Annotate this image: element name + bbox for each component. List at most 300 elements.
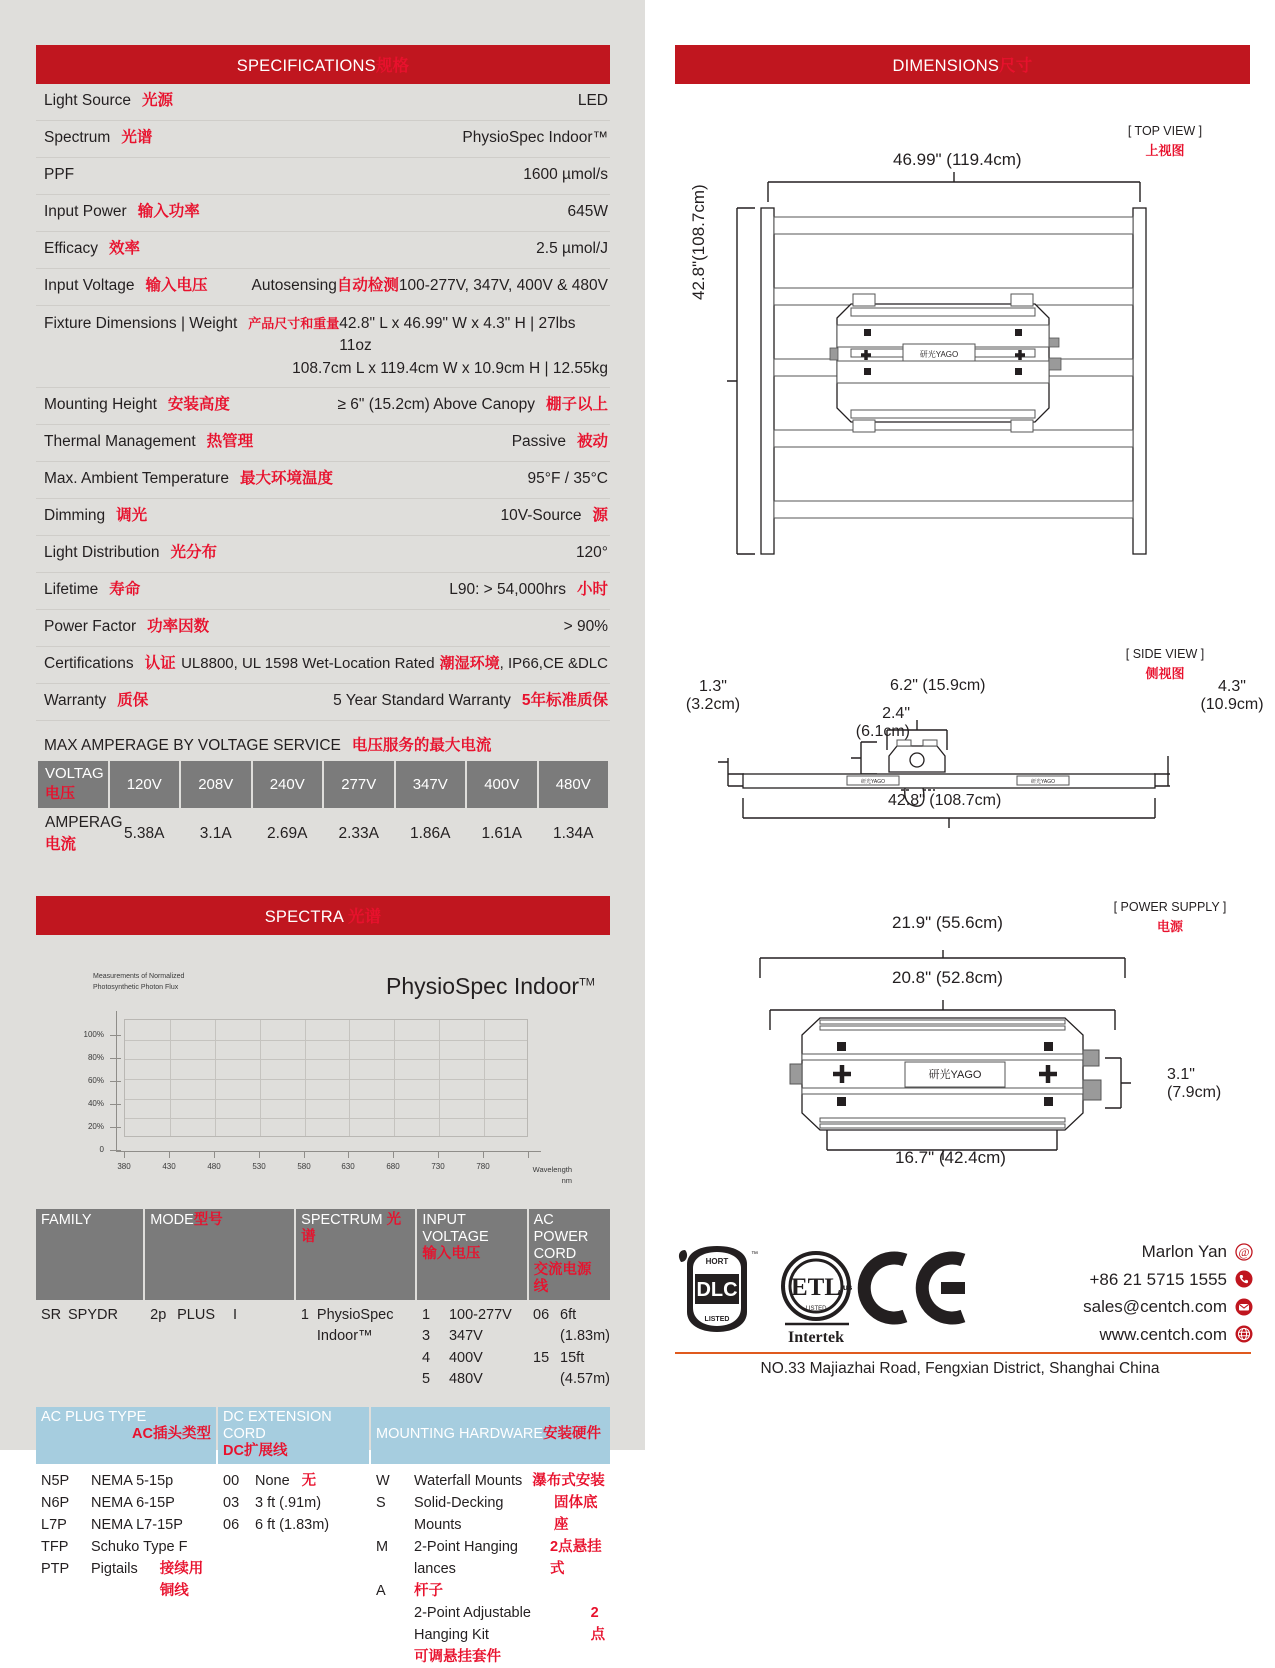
spectra-header-en: SPECTRA: [264, 908, 348, 927]
spec-value: LED: [577, 92, 608, 109]
spec-value-cn: 5年标准质保: [521, 692, 608, 710]
ordering-col-family: [36, 1305, 143, 1391]
amperage-cell: 1.34A: [552, 825, 594, 843]
label-cn: 瀑布式安装: [532, 1472, 605, 1489]
spec-label: Lifetime: [44, 581, 99, 599]
power-supply-drawing: [665, 950, 1225, 1170]
ordering-item: [223, 1514, 369, 1536]
side-view-right-label: [1190, 678, 1274, 714]
spec-row-dimensions: [36, 306, 610, 388]
contact-email-line[interactable]: [1083, 1293, 1253, 1321]
voltage-cell: 400V: [467, 761, 537, 808]
label: 400V: [448, 1349, 483, 1366]
label: NEMA 5-15p: [91, 1472, 174, 1489]
amperage-cell: 2.33A: [338, 825, 379, 843]
ordering-table-1: [36, 1209, 610, 1390]
ordering-item: [376, 1492, 610, 1536]
ordering-item: [533, 1348, 610, 1391]
ordering-header-dc-extension-cord: [218, 1407, 369, 1464]
chart-y-tick: [110, 1058, 121, 1059]
spec-label: Efficacy: [44, 240, 98, 257]
chart-y-tick-label: 60%: [87, 1076, 104, 1086]
footer-address: NO.33 Majiazhai Road, Fengxian District, Shanghai China: [760, 1360, 1160, 1377]
chart-gridline-h: [125, 1099, 527, 1100]
spectra-chart: [36, 943, 610, 1201]
spec-label-cn: 质保: [117, 692, 149, 710]
code: 03: [223, 1494, 240, 1511]
contact-phone[interactable]: +86 21 5715 1555: [1089, 1269, 1227, 1289]
amperage-cell: 3.1A: [199, 825, 232, 843]
code: N6P: [41, 1494, 70, 1511]
spec-label: Mounting Height: [44, 396, 157, 414]
etl-logo-text: ETL: [790, 1274, 842, 1301]
side-view-center-top-label: 6.2" (15.9cm): [890, 677, 986, 694]
dlc-listed-text: LISTED: [704, 1316, 730, 1323]
ordering-item: [223, 1492, 369, 1514]
voltage-label-cn: 电压: [45, 785, 76, 803]
ordering-item: [422, 1348, 526, 1369]
amperage-header-voltage: [38, 761, 108, 808]
top-view-tag-en: [ TOP VIEW ]: [1127, 124, 1203, 138]
voltage-cell: 480V: [539, 761, 609, 808]
hdr-en: FAMILY: [41, 1212, 92, 1229]
chart-y-tick-label: 20%: [87, 1122, 104, 1132]
cert-logos-svg: [673, 1242, 1003, 1352]
ps-outer-width-label: 21.9" (55.6cm): [892, 913, 1003, 932]
etl-logo: [781, 1253, 853, 1346]
amperage-title-cn: 电压服务的最大电流: [351, 737, 492, 755]
spec-label: Fixture Dimensions | Weight: [44, 315, 238, 332]
side-right-cm: (10.9cm): [1200, 696, 1264, 713]
spec-value: 10V-Source: [500, 507, 582, 525]
chart-x-tick: [304, 1151, 305, 1158]
ordering-item: [41, 1305, 143, 1326]
ordering-item: [41, 1492, 216, 1514]
ordering-header-mounting-hardware: [371, 1407, 610, 1464]
code: 3: [421, 1328, 431, 1345]
chart-gridline-h: [125, 1059, 527, 1060]
ordering-item: [422, 1326, 526, 1347]
spec-label: Spectrum: [44, 129, 111, 146]
dimensions-header: [675, 45, 1250, 84]
spec-value-cn: 被动: [576, 433, 608, 451]
ordering-item: [422, 1305, 526, 1326]
spec-label: Input Voltage: [44, 277, 135, 294]
spec-value: Passive: [511, 433, 566, 451]
spec-value: UL8800, UL 1598 Wet-Location Rated: [181, 655, 435, 673]
chart-y-tick: [110, 1081, 121, 1082]
chart-x-tick: [528, 1151, 529, 1158]
spec-row: [36, 121, 610, 158]
ordering-item: [376, 1602, 610, 1646]
amperage-title: [36, 721, 610, 761]
label: Waterfall Mounts: [414, 1472, 523, 1489]
ordering-item: [301, 1305, 415, 1348]
spec-row: [36, 647, 610, 684]
chart-x-tick-label: 430: [162, 1162, 176, 1172]
amperage-header-row: [38, 761, 608, 808]
spec-label: Max. Ambient Temperature: [44, 470, 229, 488]
specifications-header-cn: 规格: [375, 57, 410, 75]
spectra-header: [36, 896, 610, 935]
hdr-cn: DC扩展线: [223, 1443, 288, 1460]
side-view-bottom-label: 42.8" (108.7cm): [888, 792, 1002, 809]
hdr-en: MODE: [150, 1212, 194, 1229]
label: 6 ft (1.83m): [255, 1516, 330, 1533]
label: Schuko Type F: [91, 1538, 188, 1555]
code: A: [376, 1582, 386, 1599]
spec-row: [36, 388, 610, 425]
side-view-brand-left: 研光YAGO: [860, 779, 886, 785]
ordering-item: [41, 1558, 216, 1602]
ordering-2-header: [36, 1407, 610, 1464]
spec-value: L90: > 54,000hrs: [449, 581, 566, 599]
label: NEMA 6-15P: [91, 1494, 175, 1511]
label: Solid-Decking Mounts: [414, 1494, 504, 1533]
code2: I: [233, 1306, 238, 1323]
hdr-en: AC POWER CORD: [533, 1212, 589, 1262]
voltage-cell: 277V: [324, 761, 394, 808]
spec-label-cn: 寿命: [109, 581, 141, 599]
ordering-1-body: [36, 1300, 610, 1391]
side-left-cm: (3.2cm): [685, 696, 741, 713]
chart-gridline-h: [125, 1040, 527, 1041]
code: 5: [421, 1371, 431, 1388]
spec-value-cn: 小时: [576, 581, 608, 599]
side-view-left-label: [673, 678, 753, 714]
top-view-drawing: [675, 170, 1215, 590]
amperage-cell: 5.38A: [123, 825, 165, 843]
label: 2-Point Adjustable Hanging Kit: [414, 1604, 531, 1643]
code: 2p: [150, 1306, 167, 1323]
etl-c: c: [781, 1283, 786, 1292]
hdr-en: INPUT VOLTAGE: [422, 1212, 489, 1246]
side-view-tag-en: [ SIDE VIEW ]: [1125, 647, 1205, 661]
ordering-1-header: [36, 1209, 610, 1299]
label: 347V: [448, 1328, 483, 1345]
hdr-cn: 输入电压: [422, 1245, 481, 1262]
chart-x-tick-label: 780: [476, 1162, 490, 1172]
chart-y-tick: [110, 1104, 121, 1105]
certification-logos: [673, 1242, 1003, 1352]
spec-row: [36, 84, 610, 121]
code: S: [376, 1494, 386, 1511]
chart-gridline-h: [125, 1118, 527, 1119]
label: 2-Point Hanging lances: [414, 1538, 518, 1577]
amperage-cell: 1.86A: [409, 825, 451, 843]
spec-value: 95°F / 35°C: [527, 470, 608, 488]
hdr-en: SPECTRUM: [301, 1212, 387, 1229]
spec-label-cn: 调光: [116, 507, 148, 525]
ordering-col-ac-power-cord: [528, 1305, 610, 1391]
chart-title: [386, 973, 595, 1000]
chart-x-tick-label: 530: [252, 1162, 266, 1172]
label-cn: 可调悬挂套件: [414, 1649, 501, 1665]
chart-note: [93, 972, 184, 992]
ordering-header-ac-plug-type: [36, 1407, 216, 1464]
footer: [645, 1230, 1275, 1390]
dlc-logo: [679, 1246, 758, 1332]
spec-label-cn: 认证: [144, 655, 176, 673]
spec-value: ≥ 6" (15.2cm) Above Canopy: [337, 396, 535, 414]
code: 1: [421, 1306, 431, 1323]
ordering-col-mounting: [371, 1470, 610, 1668]
ordering-header-spectrum: [296, 1209, 415, 1299]
chart-x-tick: [438, 1151, 439, 1158]
chart-x-tick-label: 730: [431, 1162, 445, 1172]
spec-value-cn: 棚子以上: [545, 396, 608, 414]
side-view-brand-right: 研光YAGO: [1030, 779, 1056, 785]
ordering-col-ac-plug: [36, 1470, 216, 1668]
dimensions-header-en: DIMENSIONS: [892, 57, 1000, 75]
chart-x-tick: [124, 1151, 125, 1158]
ordering-item: [422, 1369, 526, 1390]
ordering-col-model: [145, 1305, 294, 1391]
spec-label-cn: 最大环境温度: [239, 470, 333, 488]
current-label-cn: 电流: [45, 836, 77, 854]
ordering-col-input-voltage: [417, 1305, 526, 1391]
spec-label: Input Power: [44, 203, 127, 220]
spec-value-post: , IP66,CE &DLC: [499, 655, 608, 673]
chart-x-tick: [348, 1151, 349, 1158]
side-mid-in: 2.4": [882, 705, 910, 722]
label: PhysioSpec Indoor™: [316, 1306, 394, 1345]
spec-value-cn: 源: [592, 507, 608, 525]
footer-divider: [675, 1352, 1251, 1354]
ordering-col-dc-ext: [218, 1470, 369, 1668]
label: 6ft (1.83m): [560, 1306, 611, 1345]
spec-value-post: 100-277V, 347V, 400V & 480V: [398, 277, 608, 294]
contact-name-line: [1083, 1238, 1253, 1266]
spectra-header-cn: 光谱: [347, 908, 382, 927]
label: Pigtails: [91, 1560, 138, 1577]
dlc-hort-text: HORT: [705, 1257, 729, 1266]
power-supply-brand: 研光YAGO: [928, 1069, 982, 1081]
top-view-brand: 研光YAGO: [919, 350, 959, 359]
voltage-cell: 240V: [253, 761, 323, 808]
ps-bottom-width-label: 16.7" (42.4cm): [895, 1148, 1006, 1167]
dlc-logo-text: DLC: [696, 1279, 738, 1301]
spec-label-cn: 安装高度: [167, 396, 230, 414]
side-mid-cm: (6.1cm): [855, 723, 910, 740]
power-supply-tag-en: [ POWER SUPPLY ]: [1113, 900, 1227, 914]
hdr-cn: 交流电源线: [533, 1262, 592, 1296]
spec-value: 2.5 µmol/J: [536, 240, 608, 257]
etl-us: us: [843, 1283, 853, 1292]
label-cn: 2点悬挂式: [550, 1538, 602, 1577]
side-right-in: 4.3": [1218, 678, 1246, 695]
spec-label: Thermal Management: [44, 433, 196, 451]
ps-inner-width-label: 20.8" (52.8cm): [892, 968, 1003, 987]
label-cn: 杆子: [414, 1582, 443, 1599]
label-cn: 接续用铜线: [159, 1560, 204, 1599]
chart-y-tick: [110, 1127, 121, 1128]
spec-label-cn: 热管理: [206, 433, 254, 451]
chart-plot-area: [124, 1019, 528, 1137]
contact-email[interactable]: sales@centch.com: [1083, 1297, 1227, 1317]
contact-name: Marlon Yan: [1141, 1242, 1227, 1261]
spec-row: [36, 499, 610, 536]
spec-row: [36, 158, 610, 195]
label: 100-277V: [448, 1306, 512, 1323]
ordering-item: [41, 1514, 216, 1536]
spec-label: Light Distribution: [44, 544, 160, 562]
ordering-item: [376, 1470, 610, 1492]
label: 3 ft (.91m): [255, 1494, 322, 1511]
label: SPYDR: [68, 1306, 118, 1323]
code: 15: [533, 1349, 550, 1366]
chart-x-tick: [483, 1151, 484, 1158]
spec-row: [36, 425, 610, 462]
intertek-text: Intertek: [788, 1329, 844, 1346]
contact-web-line[interactable]: [1083, 1321, 1253, 1349]
chart-x-tick: [214, 1151, 215, 1158]
chart-x-tick: [259, 1151, 260, 1158]
ordering-item: [376, 1580, 610, 1602]
hdr-cn: 型号: [193, 1212, 223, 1229]
spec-value: > 90%: [563, 618, 608, 636]
spec-value: PhysioSpec Indoor™: [462, 129, 608, 146]
dlc-tm: ™: [751, 1251, 758, 1258]
chart-y-tick-label: 0: [99, 1145, 104, 1155]
ps-height-in: 3.1": [1167, 1066, 1195, 1083]
spec-row: [36, 610, 610, 647]
top-view-tag: [1105, 122, 1225, 161]
at-icon: [1235, 1243, 1253, 1261]
spec-value: 1600 µmol/s: [523, 166, 608, 183]
chart-gridline-h: [125, 1079, 527, 1080]
right-panel: [645, 0, 1275, 1450]
amperage-value-row: [38, 808, 608, 858]
amperage-header-current: [38, 808, 123, 858]
spec-label: PPF: [44, 166, 75, 183]
hdr-en: MOUNTING HARDWARE: [376, 1425, 544, 1442]
label: 15ft (4.57m): [560, 1349, 611, 1388]
chart-x-tick-label: 630: [341, 1162, 355, 1172]
ordering-table-2: [36, 1407, 610, 1668]
dimensions-header-cn: 尺寸: [999, 57, 1033, 75]
chart-x-tick: [169, 1151, 170, 1158]
code: TFP: [41, 1538, 69, 1555]
amperage-table: [36, 761, 610, 858]
top-view-height-label: 42.8"(108.7cm): [689, 184, 708, 300]
spec-label-cn: 光源: [142, 92, 174, 109]
code: N5P: [41, 1472, 70, 1489]
spec-label-cn: 光谱: [121, 129, 153, 146]
label: None: [255, 1472, 290, 1489]
chart-x-axis: [116, 1151, 541, 1152]
spec-label-cn: 输入电压: [145, 277, 208, 294]
spec-row: [36, 684, 610, 721]
chart-axis-label-line2: nm: [561, 1175, 572, 1185]
spec-row: [36, 269, 610, 306]
voltage-cell: 120V: [110, 761, 180, 808]
chart-x-tick: [393, 1151, 394, 1158]
ordering-col-spectrum: [296, 1305, 415, 1391]
chart-note-line1: Measurements of Normalized: [93, 973, 185, 981]
chart-x-tick-label: 580: [297, 1162, 311, 1172]
code: 06: [533, 1306, 550, 1323]
specifications-header-en: SPECIFICATIONS: [236, 57, 376, 75]
ordering-header-model: [145, 1209, 294, 1299]
spec-value-cn: 潮湿环境: [439, 655, 500, 673]
spec-label: Warranty: [44, 692, 107, 710]
spec-label-cn: 功率因数: [147, 618, 210, 636]
ordering-item: [376, 1646, 610, 1668]
ordering-item: [533, 1305, 610, 1348]
ordering-item: [150, 1305, 294, 1326]
spec-label-cn: 光分布: [170, 544, 217, 562]
code: W: [376, 1472, 390, 1489]
chart-x-tick-label: 680: [386, 1162, 400, 1172]
contact-website[interactable]: www.centch.com: [1099, 1324, 1227, 1344]
spec-value-line1: 42.8" L x 46.99" W x 4.3" H | 27lbs 11oz: [339, 315, 576, 355]
svg-text:@: @: [1238, 1244, 1250, 1259]
code: 1: [300, 1306, 309, 1323]
spec-label: Certifications: [44, 655, 134, 673]
amperage-cell: 2.69A: [266, 825, 308, 843]
ordering-2-body: [36, 1464, 610, 1668]
chart-x-tick-label: 480: [207, 1162, 221, 1172]
chart-y-tick-label: 80%: [87, 1053, 104, 1063]
power-supply-tag-cn: 电源: [1156, 918, 1183, 934]
spec-value-cn: 自动检测: [336, 277, 399, 294]
chart-title-tm: TM: [579, 976, 595, 989]
current-label-en: AMPERAG: [45, 814, 123, 832]
chart-title-text: PhysioSpec Indoor: [386, 973, 580, 1000]
code: M: [376, 1538, 389, 1555]
label-cn: 无: [301, 1472, 317, 1489]
side-view-tag-cn: 侧视图: [1145, 665, 1185, 681]
chart-axis-label-line1: Wavelength: [532, 1165, 572, 1175]
specifications-table: [36, 84, 610, 721]
hdr-en: AC PLUG TYPE: [41, 1408, 147, 1425]
ordering-item: [376, 1536, 610, 1580]
etl-listed: LISTED: [805, 1306, 827, 1312]
spec-row: [36, 462, 610, 499]
specifications-header: [36, 45, 610, 84]
spec-label-cn: 输入功率: [137, 203, 200, 220]
chart-y-tick: [110, 1035, 121, 1036]
voltage-label-en: VOLTAG: [45, 765, 104, 783]
label-cn: 2点: [590, 1604, 606, 1643]
spec-value: 645W: [567, 203, 608, 220]
contact-block: [1083, 1238, 1253, 1348]
chart-axis-label: [533, 1165, 572, 1186]
hdr-en: DC EXTENSION CORD: [223, 1408, 332, 1442]
top-view-tag-cn: 上视图: [1145, 142, 1185, 158]
chart-x-tick-label: 380: [117, 1162, 131, 1172]
chart-y-tick: [110, 1150, 121, 1151]
ordering-item: [223, 1470, 369, 1492]
spec-value-line2: 108.7cm L x 119.4cm W x 10.9cm H | 12.55kg: [292, 359, 608, 377]
label: PLUS: [177, 1306, 216, 1323]
ordering-header-family: [36, 1209, 143, 1299]
mail-icon: [1235, 1298, 1253, 1316]
code: 06: [223, 1516, 240, 1533]
spec-row: [36, 232, 610, 269]
contact-phone-line[interactable]: [1083, 1266, 1253, 1294]
ps-height-cm: (7.9cm): [1167, 1084, 1222, 1101]
voltage-cell: 208V: [181, 761, 251, 808]
spec-row: [36, 195, 610, 232]
code: 4: [421, 1349, 431, 1366]
voltage-cell: 347V: [396, 761, 466, 808]
spec-label-cn: 效率: [109, 240, 141, 257]
ce-logo: [864, 1258, 965, 1318]
globe-icon: [1235, 1325, 1253, 1343]
hdr-cn: 安装硬件: [543, 1425, 602, 1442]
